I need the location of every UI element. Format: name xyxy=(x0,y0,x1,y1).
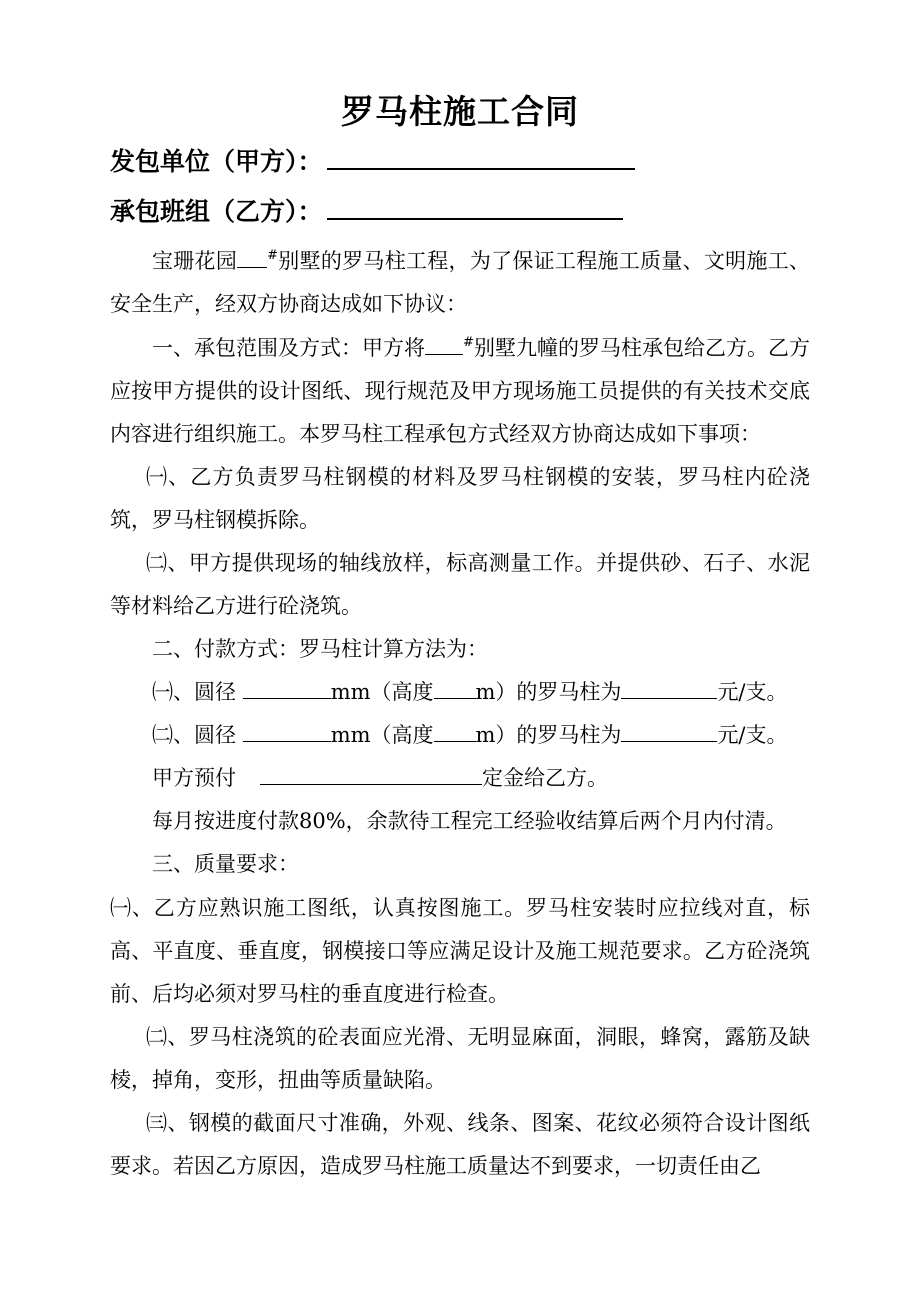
section-3-item-1: ㈠、乙方应熟识施工图纸，认真按图施工。罗马柱安装时应拉线对直，标高、平直度、垂直度，钢模接口等应满足设计及施工规范要求。乙方砼浇筑前、后均必须对罗马柱的垂直度进行检查。 xyxy=(110,896,810,1006)
section-2-deposit: 甲方预付 定金给乙方。 xyxy=(152,766,608,790)
party-a-row xyxy=(110,140,635,182)
party-b-row xyxy=(110,190,623,232)
document-title: 罗马柱施工合同 xyxy=(341,92,579,131)
section-3-heading: 三、质量要求： xyxy=(152,852,299,876)
section-3-item-2: ㈡、罗马柱浇筑的砼表面应光滑、无明显麻面，洞眼，蜂窝，露筋及缺棱，掉角，变形，扭曲等质量缺陷。 xyxy=(110,1025,810,1092)
party-b-blank xyxy=(327,190,623,220)
section-2-heading: 二、付款方式：罗马柱计算方法为： xyxy=(152,637,488,661)
section-1-item-1: ㈠、乙方负责罗马柱钢模的材料及罗马柱钢模的安装，罗马柱内砼浇筑，罗马柱钢模拆除。 xyxy=(110,465,810,532)
section-2-item-1: ㈠、圆径 mm（高度 m）的罗马柱为 元/支。 xyxy=(152,680,788,704)
party-a-label: 发包单位（甲方）： xyxy=(110,147,323,176)
party-a-blank xyxy=(327,140,635,170)
section-2-monthly: 每月按进度付款80%，余款待工程完工经验收结算后两个月内付清。 xyxy=(152,809,787,833)
party-b-label: 承包班组（乙方）： xyxy=(110,197,323,226)
section-1-paragraph: 一、承包范围及方式：甲方将 #别墅九幢的罗马柱承包给乙方。乙方应按甲方提供的设计图纸、现行规范及甲方现场施工员提供的有关技术交底内容进行组织施工。本罗马柱工程承包方式经双方协商达成如下事项： xyxy=(110,335,811,446)
section-1-item-2: ㈡、甲方提供现场的轴线放样，标高测量工作。并提供砂、石子、水泥等材料给乙方进行砼浇筑。 xyxy=(110,551,810,618)
section-3-item-3: ㈢、钢模的截面尺寸准确，外观、线条、图案、花纹必须符合设计图纸要求。若因乙方原因，造成罗马柱施工质量达不到要求，一切责任由乙 xyxy=(110,1111,810,1178)
section-2-item-2: ㈡、圆径 mm（高度 m）的罗马柱为 元/支。 xyxy=(152,723,788,747)
intro-paragraph: 宝珊花园 #别墅的罗马柱工程，为了保证工程施工质量、文明施工、安全生产，经双方协商达成如下协议： xyxy=(110,248,811,316)
